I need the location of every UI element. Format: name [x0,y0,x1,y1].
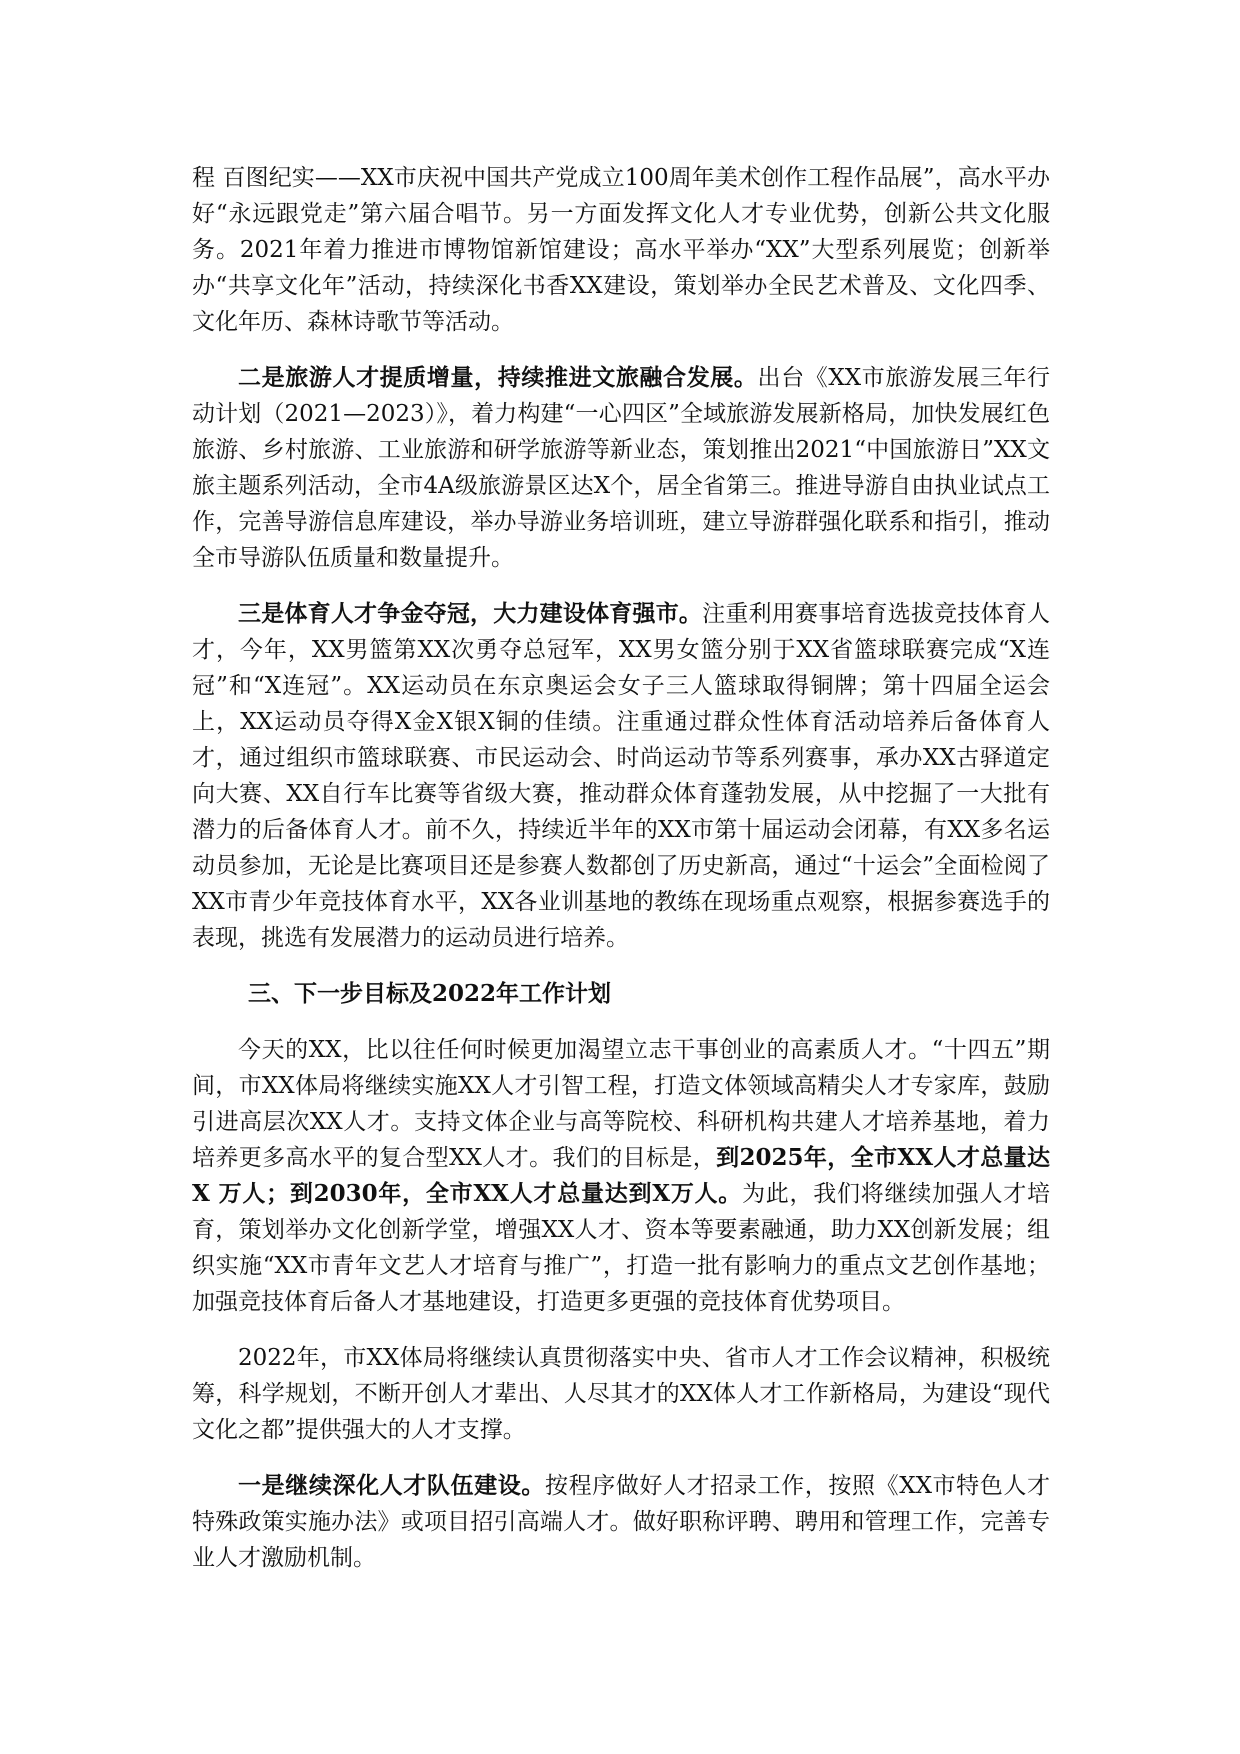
paragraph-text: 2022年，市XX体局将继续认真贯彻落实中央、省市人才工作会议精神，积极统筹，科学规划，不断开创人才辈出、人尽其才的XX体人才工作新格局，为建设“现代文化之都”提供强大的人才支撑。 [192,1345,1050,1443]
paragraph-culture-continued [192,160,1050,340]
paragraph-team-building [192,1468,1050,1576]
paragraph-goal-bold: 到2025年，全市XX人才总量达X 万人；到2030年，全市XX人才总量达到X万人。 [192,1144,1050,1207]
paragraph-text: 程 百图纪实——XX市庆祝中国共产党成立100周年美术创作工程作品展”，高水平办好“永远跟党走”第六届合唱节。另一方面发挥文化人才专业优势，创新公共文化服务。2021年着力推进市博物馆新馆建设；高水平举办“XX”大型系列展览；创新举办“共享文化年”活动，持续深化书香XX建设，策划举办全民艺术普及、文化四季、文化年历、森林诗歌节等活动。 [192,165,1050,335]
paragraph-text-after: 为此，我们将继续加强人才培育，策划举办文化创新学堂，增强XX人才、资本等要素融通，助力XX创新发展；组织实施“XX市青年文艺人才培育与推广”，打造一批有影响力的重点文艺创作基地；加强竞技体育后备人才基地建设，打造更多更强的竞技体育优势项目。 [192,1181,1051,1315]
paragraph-text: 注重利用赛事培育选拔竞技体育人才，今年，XX男篮第XX次勇夺总冠军，XX男女篮分别于XX省篮球联赛完成“X连冠”和“X连冠”。XX运动员在东京奥运会女子三人篮球取得铜牌；第十四届全运会上，XX运动员夺得X金X银X铜的佳绩。注重通过群众性体育活动培养后备体育人才，通过组织市篮球联赛、市民运动会、时尚运动节等系列赛事，承办XX古驿道定向大赛、XX自行车比赛等省级大赛，推动群众体育蓬勃发展，从中挖掘了一大批有潜力的后备体育人才。前不久，持续近半年的XX市第十届运动会闭幕，有XX多名运动员参加，无论是比赛项目还是参赛人数都创了历史新高，通过“十运会”全面检阅了XX市青少年竞技体育水平，XX各业训基地的教练在现场重点观察，根据参赛选手的表现，挑选有发展潜力的运动员进行培养。 [192,601,1051,951]
paragraph-lead-bold: 二是旅游人才提质增量，持续推进文旅融合发展。 [238,364,758,391]
paragraph-text: 按程序做好人才招录工作，按照《XX市特色人才特殊政策实施办法》或项目招引高端人才。做好职称评聘、聘用和管理工作，完善专业人才激励机制。 [192,1473,1051,1571]
paragraph-goals [192,1032,1050,1320]
section-heading: 三、下一步目标及2022年工作计划 [248,980,612,1007]
paragraph-tourism-talent [192,360,1050,576]
paragraph-text: 出台《XX市旅游发展三年行动计划（2021—2023）》，着力构建“一心四区”全域旅游发展新格局，加快发展红色旅游、乡村旅游、工业旅游和研学旅游等新业态，策划推出2021“中国旅游日”XX文旅主题系列活动，全市4A级旅游景区达X个，居全省第三。推进导游自由执业试点工作，完善导游信息库建设，举办导游业务培训班，建立导游群强化联系和指引，推动全市导游队伍质量和数量提升。 [192,365,1050,571]
paragraph-lead-bold: 一是继续深化人才队伍建设。 [238,1472,545,1499]
paragraph-2022-plan [192,1340,1050,1448]
paragraph-sports-talent [192,596,1050,956]
paragraph-text-before: 今天的XX，比以往任何时候更加渴望立志干事创业的高素质人才。“十四五”期间，市XX体局将继续实施XX人才引智工程，打造文体领域高精尖人才专家库，鼓励引进高层次XX人才。支持文体企业与高等院校、科研机构共建人才培养基地，着力培养更多高水平的复合型XX人才。我们的目标是， [192,1037,1050,1171]
document-body [192,160,1050,1596]
paragraph-lead-bold: 三是体育人才争金夺冠，大力建设体育强市。 [238,600,703,627]
